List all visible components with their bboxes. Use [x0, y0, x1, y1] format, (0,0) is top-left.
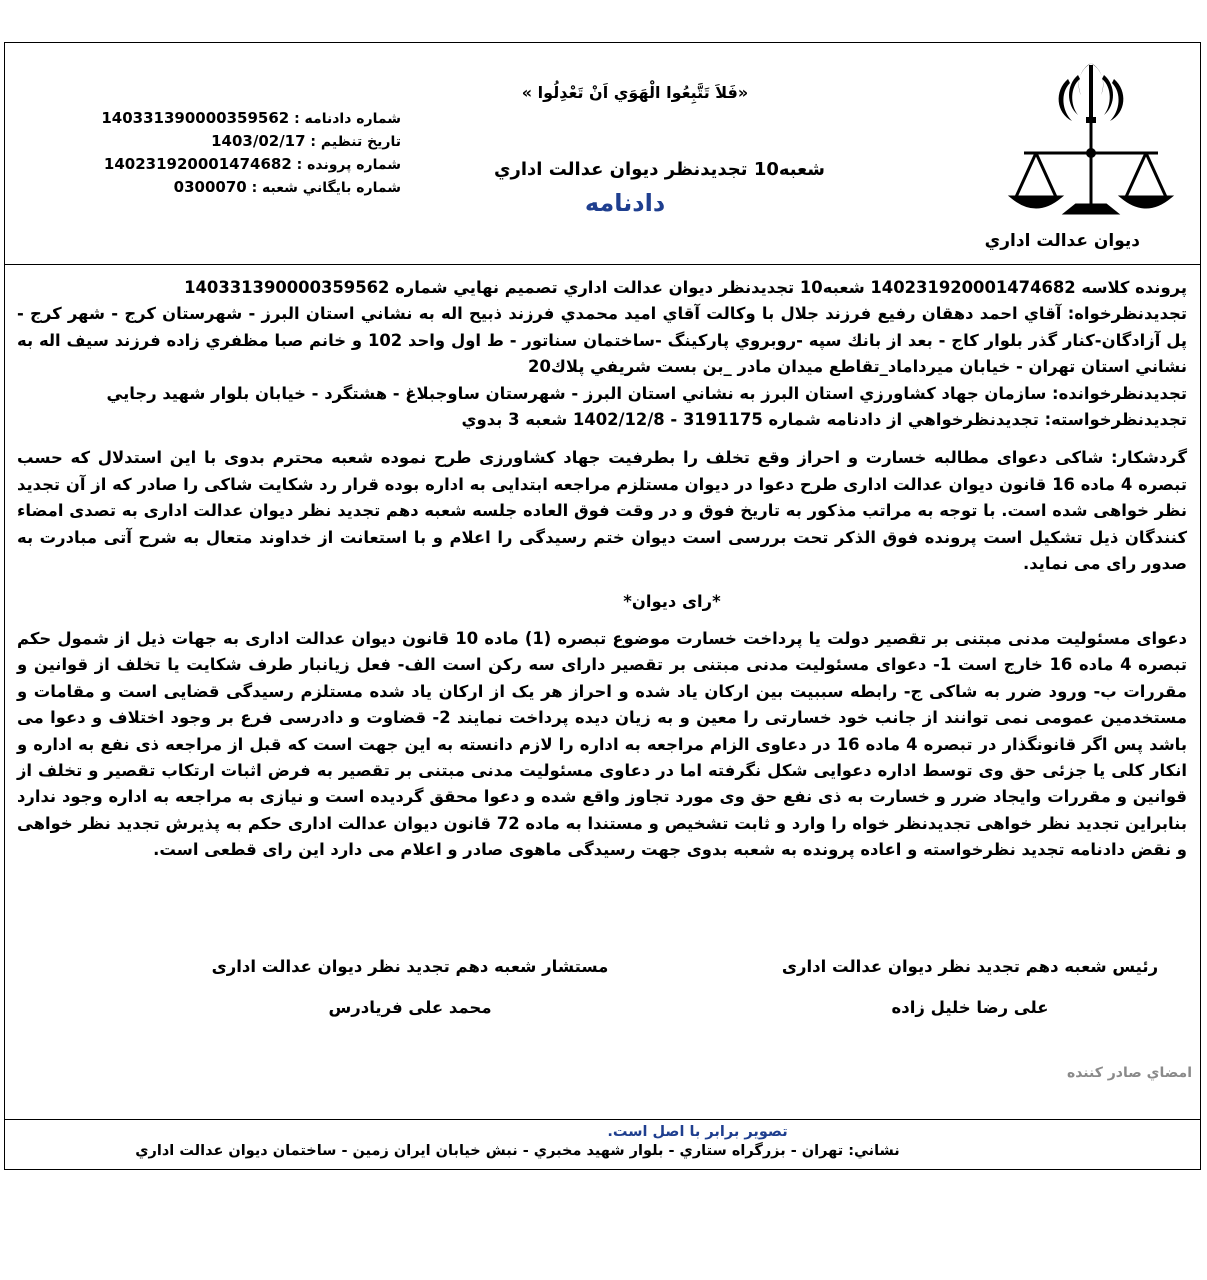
document-metadata	[101, 107, 401, 199]
document-footer	[5, 1119, 1200, 1171]
ruling-title: *رای ديوان*	[623, 592, 721, 612]
request-paragraph: تجديدنظرخواسته: تجديدنظرخواهي از دادنامه شماره 3191175 - 1402/12/8 شعبه 3 بدوي	[461, 410, 1187, 430]
signature-counselor-title: مستشار شعبه دهم تجديد نظر ديوان عدالت اداری	[211, 957, 609, 976]
respondent-paragraph: تجديدنظرخوانده: سازمان جهاد كشاورزي استان البرز به نشاني استان البرز - شهرستان ساوجبلاغ - هشتگرد - خيابان بلوار شهيد رجايي	[106, 383, 1187, 403]
meta-issue-date: تاريخ تنظيم : 1403/02/17	[211, 132, 401, 150]
meta-archive-number: شماره بايگاني شعبه : 0300070	[173, 178, 401, 196]
document-header	[5, 43, 1200, 265]
signature-chief-name: علی رضا خليل زاده	[891, 998, 1049, 1017]
document-frame	[4, 42, 1201, 1170]
signatures	[5, 957, 1200, 1067]
document-type-title: دادنامه	[584, 189, 666, 217]
ruling-paragraph: دعوای مسئوليت مدنی مبتنی بر تقصير دولت يا پرداخت خسارت موضوع تبصره (1) ماده 10 قانون ديوان عدالت اداری به جهات ذيل از شمول حكم تبصره 4 ماده 16 خارج است 1- دعوای مسئوليت مدنی مبتنی بر تقصير دارای سه ركن است الف- فعل زيانبار طرف شكايت يا تخلف از قوانين و مقررات ب- ورود ضرر به شاكی ج- رابطه سببيت بين اركان ياد شده و احراز هر يک از اركان ياد شده مستلزم رسيدگی قضايی است و مقامات و مستخدمين عمومی نمی توانند از جانب خود خسارتی را معين و به زيان ديده پرداخت نمايند 2- قضاوت و دادرسی فرع بر وجود اختلاف و دعوا می باشد پس اگر قانونگذار در تبصره 4 ماده 16 در دعاوی الزام مراجعه به اداره را لازم دانسته به اين جهت است كه قبل از مراجعه ذی نفع به اداره و انكار كلی يا جزئی حق وی توسط اداره دعوايی شكل نگرفته اما در دعاوی مسئوليت مدنی مبتنی بر تقصير به فرض اثبات ارتكاب تقصير و تخلف از قوانين و مقررات وايجاد ضرر و خسارت به ذی نفع حق وی مورد تجاوز واقع شده و دعوا محقق گرديده است و نيازی به مراجعه به اداره وجود ندارد بنابراين تجديد نظر خواهی تجديدنظر خواه را وارد و ثابت تشخيص و مستندا به ماده 72 قانون ديوان عدالت اداری حكم به پذيرش تجديد نظر خواهی و نقض دادنامه تجديد نظرخواسته و اعاده پرونده به شعبه بدوی جهت رسيدگی ماهوی صادر و اعلام می دارد اين رای قطعی است.	[17, 628, 1188, 860]
branch-title: شعبه10 تجديدنظر ديوان عدالت اداري	[494, 159, 825, 180]
appellant-paragraph: تجديدنظرخواه: آقاي احمد دهقان رفيع فرزند جلال با وكالت آقاي اميد محمدي فرزند ذبيح اله به نشاني استان البرز - شهرستان كرج - شهر كرج - پل آزادگان-كنار گذر بلوار كاج - بعد از بانك سپه -روبروي پاركينگ -ساختمان سناتور - ط اول واحد 102 و خانم صبا مظفري زاده فرزند سيف اله به نشاني استان تهران - خيابان ميرداماد_تقاطع ميدان مادر _بن بست شريفي پلاك20	[17, 304, 1187, 377]
report-paragraph: گردشكار: شاكی دعوای مطالبه خسارت و احراز وقع تخلف را بطرفيت جهاد كشاورزی طرح نموده شعبه محترم بدوی با اين استدلال كه حسب تبصره 4 ماده 16 قانون ديوان عدالت اداری طرح دعوا در ديوان مستلزم مراجعه ابتدايی به اداره بوده قرار رد شكايت شاكی را صادر كه از آن تجديد نظر خواهی شده است. با توجه به مراتب مذكور به تاريخ فوق و در وقت فوق العاده جلسه شعبه دهم تجديد نظر ديوان عدالت اداری به تصدی امضاء كنندگان ذيل تشكيل است پرونده فوق الذكر تحت بررسی است ديوان ختم رسيدگی را اعلام و با استعانت از خداوند متعال به شرح آتی مبادرت به صدور رای می نمايد.	[17, 448, 1187, 574]
signature-chief	[780, 957, 1160, 1017]
case-line: پرونده كلاسه 140231920001474682 شعبه10 تجديدنظر ديوان عدالت اداري تصميم نهايي شماره 140331390000359562	[184, 278, 1187, 297]
quran-verse: «فَلاَ تَتَّبِعُوا الْهَوَي اَنْ تَعْدِلُوا »	[521, 83, 749, 102]
certified-copy-note: تصوير برابر با اصل است.	[607, 1124, 788, 1140]
meta-verdict-number: شماره دادنامه : 140331390000359562	[101, 109, 401, 127]
signature-counselor-name: محمد علی فريادرس	[328, 998, 492, 1017]
issuer-signature-label: امضاي صادر كننده	[1066, 1065, 1192, 1081]
document-body	[17, 275, 1187, 864]
office-address: نشاني: تهران - بزرگراه ستاري - بلوار شهيد مخبري - نبش خيابان ايران زمين - ساختمان ديوان عدالت اداري	[135, 1143, 900, 1159]
organization-name: ديوان عدالت اداري	[984, 231, 1140, 251]
iran-emblem-scales-icon	[1006, 57, 1176, 225]
signature-chief-title: رئيس شعبه دهم تجديد نظر ديوان عدالت اداری	[781, 957, 1159, 976]
signature-counselor	[200, 957, 620, 1017]
meta-case-number: شماره پرونده : 140231920001474682	[103, 155, 401, 173]
